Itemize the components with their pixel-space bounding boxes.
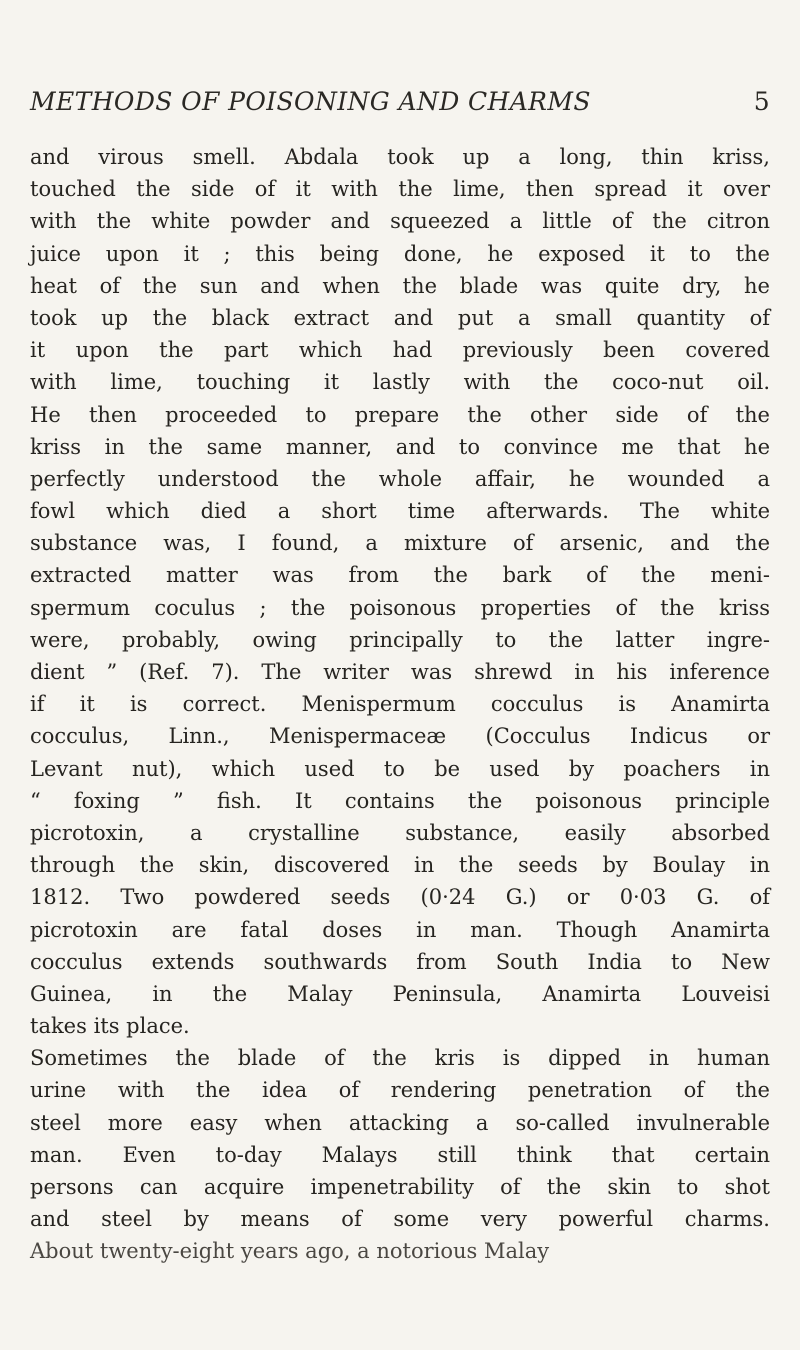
- page-number: 5: [753, 87, 770, 116]
- text-line: picrotoxin, a crystalline substance, easily absorbed: [30, 820, 770, 845]
- text-line: through the skin, discovered in the seeds by Boulay in: [30, 853, 770, 878]
- text-line: touched the side of it with the lime, then spread it over: [30, 177, 770, 202]
- text-line: if it is correct. Menispermum cocculus is Anamirta: [30, 692, 770, 717]
- text-line: Guinea, in the Malay Peninsula, Anamirta Louveisi: [30, 981, 770, 1006]
- text-line: fowl which died a short time afterwards. The white: [30, 499, 770, 524]
- running-head: [30, 87, 770, 127]
- text-line: man. Even to-day Malays still think that certain: [30, 1142, 770, 1167]
- text-line: persons can acquire impenetrability of the skin to shot: [30, 1175, 770, 1199]
- text-line: About twenty-eight years ago, a notorious Malay: [30, 1239, 550, 1264]
- text-line: perfectly understood the whole affair, he wounded a: [30, 466, 770, 491]
- text-line: and steel by means of some very powerful charms.: [30, 1207, 770, 1232]
- text-line: extracted matter was from the bark of the meni-: [30, 563, 770, 588]
- text-line: spermum coculus ; the poisonous properties of the kriss: [30, 595, 770, 620]
- text-line: substance was, I found, a mixture of arsenic, and the: [30, 531, 770, 556]
- text-line: heat of the sun and when the blade was quite dry, he: [30, 273, 770, 298]
- text-line: and virous smell. Abdala took up a long, thin kriss,: [30, 145, 770, 169]
- text-line: picrotoxin are fatal doses in man. Though Anamirta: [30, 917, 770, 942]
- text-line: took up the black extract and put a small quantity of: [30, 305, 770, 330]
- text-line: were, probably, owing principally to the latter ingre-: [30, 627, 770, 652]
- text-line: 1812. Two powdered seeds (0·24 G.) or 0·03 G. of: [30, 885, 770, 910]
- text-line: steel more easy when attacking a so-called invulnerable: [30, 1110, 770, 1135]
- body-text: [30, 141, 770, 1268]
- text-line: urine with the idea of rendering penetration of the: [30, 1078, 770, 1103]
- text-line: with the white powder and squeezed a little of the citron: [30, 209, 770, 234]
- text-line: cocculus, Linn., Menispermaceæ (Cocculus Indicus or: [30, 724, 770, 749]
- text-line: kriss in the same manner, and to convince me that he: [30, 434, 770, 459]
- text-line: Sometimes the blade of the kris is dipped in human: [30, 1046, 770, 1071]
- text-line: juice upon it ; this being done, he exposed it to the: [30, 241, 770, 266]
- text-line: cocculus extends southwards from South India to New: [30, 949, 770, 974]
- text-line: “ foxing ” fish. It contains the poisonous principle: [30, 788, 770, 813]
- text-line: with lime, touching it lastly with the coco-nut oil.: [30, 370, 770, 395]
- running-title: METHODS OF POISONING AND CHARMS: [30, 87, 591, 116]
- text-line: dient ” (Ref. 7). The writer was shrewd in his inference: [30, 660, 770, 684]
- text-line: it upon the part which had previously been covered: [30, 338, 770, 363]
- text-line: takes its place.: [30, 1014, 190, 1039]
- text-line: Levant nut), which used to be used by poachers in: [30, 756, 770, 781]
- text-line: He then proceeded to prepare the other side of the: [30, 402, 770, 427]
